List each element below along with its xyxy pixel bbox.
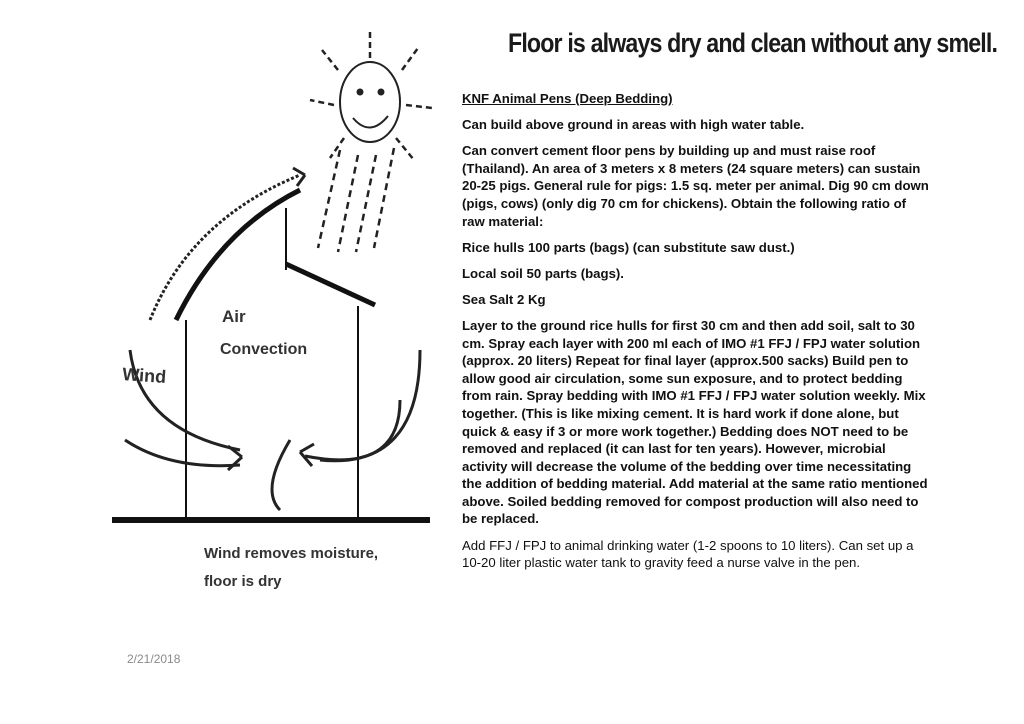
slide-heading: Floor is always dry and clean without any smell.: [508, 28, 998, 58]
diagram-caption-line1: Wind removes moisture,: [204, 545, 379, 562]
text-column: [462, 90, 932, 580]
section-title: KNF Animal Pens (Deep Bedding): [462, 91, 673, 106]
diagram-label-convection: Convection: [220, 341, 308, 358]
paragraph-sea-salt: Sea Salt 2 Kg: [462, 291, 546, 307]
paragraph-rice-hulls: Rice hulls 100 parts (bags) (can substitute saw dust.): [462, 239, 795, 255]
diagram-label-wind: Wind: [121, 364, 167, 388]
airflow-arrows: [125, 168, 420, 510]
pen-airflow-diagram: [100, 20, 450, 620]
paragraph-layer: Layer to the ground rice hulls for first 30 cm and then add soil, salt to 30 cm. Spray each layer with 200 ml each of IMO #1 FFJ / FPJ water solution (approx. 20 liters) Repeat for final layer (approx.500 sacks) Build pen to allow good air circulation, some sun exposure, and to protect bedding from rain. Spray bedding with IMO #1 FFJ / FPJ water solution weekly. Mix together. (This is like mixing cement. It is hard work if done alone, but quick & easy if 3 or more work together.) Bedding does NOT need to be removed and replaced (it can last for ten years). However, microbial activity will decrease the volume of the bedding over time necessitating the addition of bedding material. Add material at the same ratio mentioned above. Soiled bedding removed for compost production will also need to be replaced.: [462, 317, 928, 527]
paragraph-convert: Can convert cement floor pens by building up and must raise roof (Thailand). An area of 3 meters x 8 meters (24 square meters) can sustain 20-25 pigs. General rule for pigs: 1.5 sq. meter per animal. Dig 90 cm down (pigs, cows) (only dig 70 cm for chickens). Obtain the following ratio of raw material:: [462, 143, 929, 229]
sun-icon: [310, 30, 432, 252]
diagram-label-air: Air: [222, 307, 246, 326]
diagram-caption-line2: floor is dry: [204, 573, 282, 590]
paragraph-local-soil: Local soil 50 parts (bags).: [462, 265, 624, 281]
paragraph-drinking: Add FFJ / FPJ to animal drinking water (1-2 spoons to 10 liters). Can set up a 10-20 liter plastic water tank to gravity feed a nurse valve in the pen.: [462, 537, 914, 571]
footer-date: 2/21/2018: [127, 652, 181, 666]
paragraph-above-ground: Can build above ground in areas with high water table.: [462, 117, 805, 133]
